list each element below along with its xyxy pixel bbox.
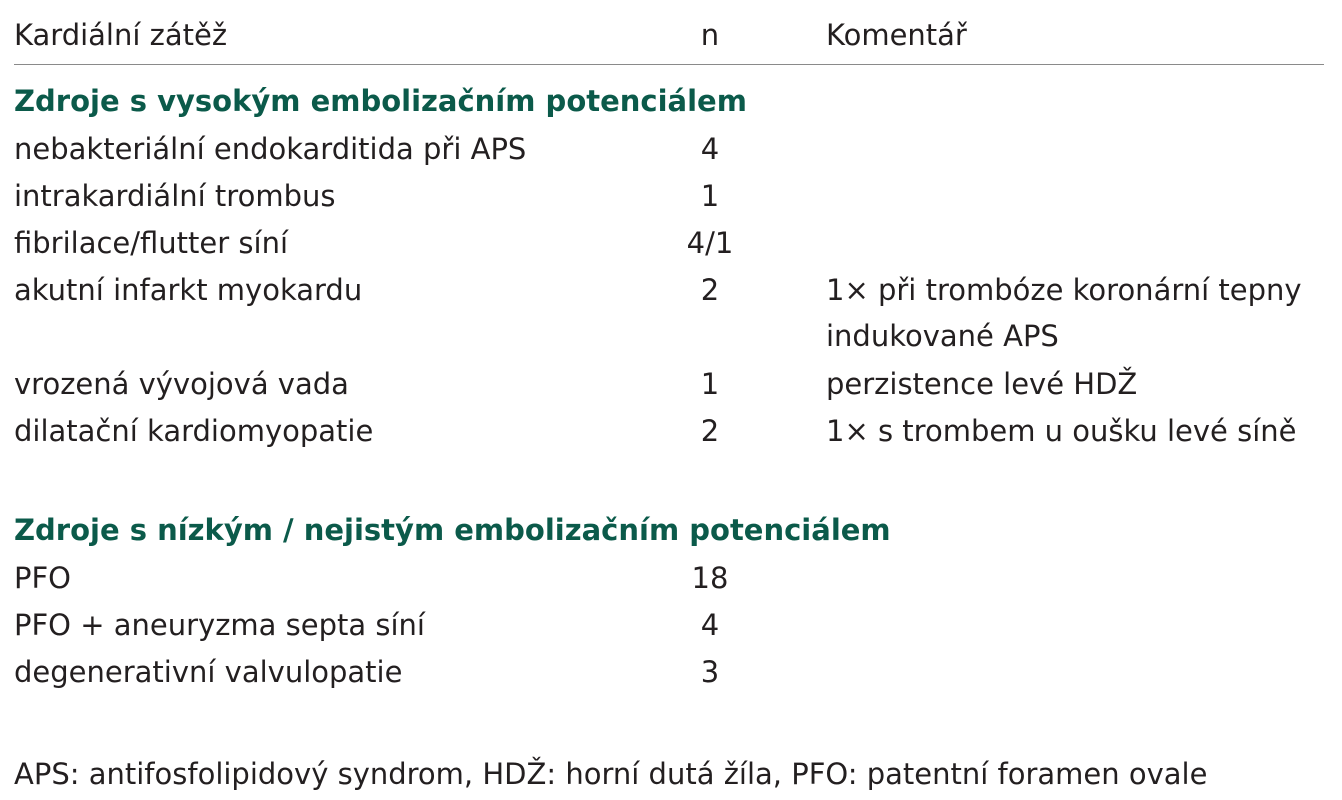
table-row: [14, 649, 1324, 697]
table-row: [14, 267, 1324, 363]
row-label: fibrilace/flutter síní: [14, 226, 289, 260]
row-comment: perzistence levé HDŽ: [826, 367, 1138, 401]
table-footnote: APS: antifosfolipidový syndrom, HDŽ: horní dutá žíla, PFO: patentní foramen ovale: [14, 757, 1208, 791]
table-row: [14, 408, 1324, 456]
table-row: [14, 361, 1324, 409]
row-n: 4: [700, 132, 720, 166]
row-label: PFO + aneuryzma septa síní: [14, 608, 425, 642]
row-label: akutní infarkt myokardu: [14, 273, 363, 307]
row-label: dilatační kardiomyopatie: [14, 414, 374, 448]
row-comment-line2: indukované APS: [826, 319, 1059, 353]
row-n: 1: [700, 367, 720, 401]
row-n: 2: [700, 414, 720, 448]
cardiac-sources-table: [14, 0, 1324, 800]
row-label: nebakteriální endokarditida při APS: [14, 132, 527, 166]
row-n: 18: [691, 561, 729, 595]
row-n: 1: [700, 179, 720, 213]
row-n: 3: [700, 655, 720, 689]
header-n: n: [700, 18, 720, 52]
row-label: degenerativní valvulopatie: [14, 655, 403, 689]
header-label: Kardiální zátěž: [14, 18, 228, 52]
table-row: [14, 173, 1324, 221]
header-divider: [14, 64, 1324, 65]
section-title-low: Zdroje s nízkým / nejistým embolizačním potenciálem: [14, 513, 891, 547]
row-comment: 1× s trombem u oušku levé síně: [826, 414, 1297, 448]
header-comment: Komentář: [826, 18, 967, 52]
row-n: 2: [700, 273, 720, 307]
table-row: [14, 602, 1324, 650]
row-n: 4/1: [686, 226, 734, 260]
row-label: PFO: [14, 561, 71, 595]
row-label: intrakardiální trombus: [14, 179, 336, 213]
row-label: vrozená vývojová vada: [14, 367, 349, 401]
section-title-high: Zdroje s vysokým embolizačním potenciálem: [14, 84, 747, 118]
table-row: [14, 555, 1324, 603]
table-row: [14, 126, 1324, 174]
row-n: 4: [700, 608, 720, 642]
table-header: [14, 12, 1324, 60]
table-row: [14, 220, 1324, 268]
row-comment: 1× při trombóze koronární tepny: [826, 273, 1302, 307]
